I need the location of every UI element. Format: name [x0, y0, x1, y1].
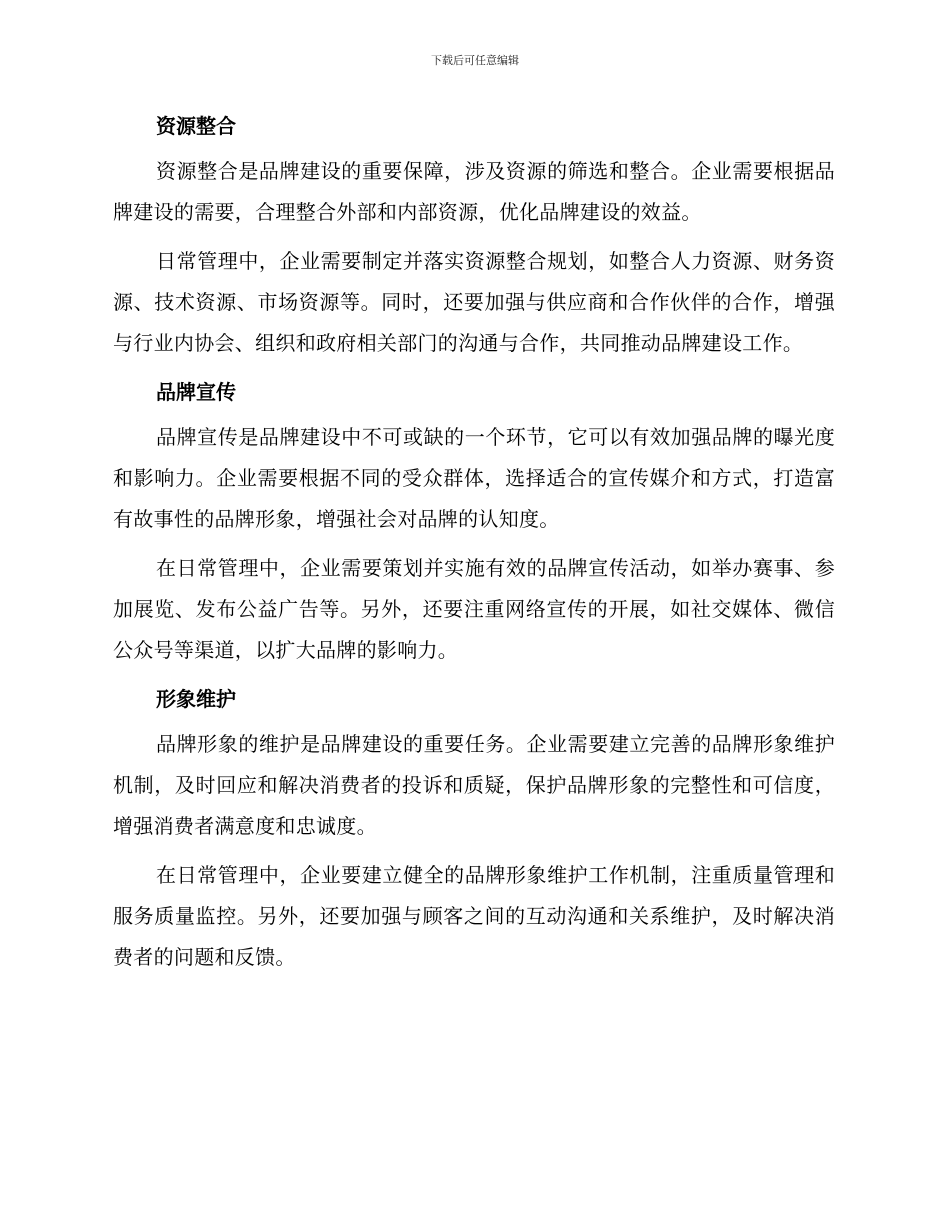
paragraph: 在日常管理中，企业需要策划并实施有效的品牌宣传活动，如举办赛事、参加展览、发布公益广告等。另外，还要注重网络宣传的开展，如社交媒体、微信公众号等渠道，以扩大品牌的影响力。 [113, 556, 835, 662]
page-header: 下载后可任意编辑 [431, 54, 519, 67]
section-resource-integration [113, 110, 835, 364]
paragraph: 日常管理中，企业需要制定并落实资源整合规划，如整合人力资源、财务资源、技术资源、市场资源等。同时，还要加强与供应商和合作伙伴的合作，增强与行业内协会、组织和政府相关部门的沟通与合作，共同推动品牌建设工作。 [113, 249, 835, 355]
section-heading: 品牌宣传 [156, 380, 236, 404]
paragraph: 在日常管理中，企业要建立健全的品牌形象维护工作机制，注重质量管理和服务质量监控。另外，还要加强与顾客之间的互动沟通和关系维护，及时解决消费者的问题和反馈。 [113, 863, 835, 969]
section-image-maintenance [113, 683, 835, 978]
paragraph: 品牌宣传是品牌建设中不可或缺的一个环节，它可以有效加强品牌的曝光度和影响力。企业需要根据不同的受众群体，选择适合的宣传媒介和方式，打造富有故事性的品牌形象，增强社会对品牌的认知度。 [113, 425, 835, 531]
document-body [113, 110, 835, 978]
section-brand-promotion [113, 376, 835, 671]
section-heading: 资源整合 [156, 114, 236, 138]
paragraph: 品牌形象的维护是品牌建设的重要任务。企业需要建立完善的品牌形象维护机制，及时回应和解决消费者的投诉和质疑，保护品牌形象的完整性和可信度，增强消费者满意度和忠诚度。 [113, 732, 835, 838]
paragraph: 资源整合是品牌建设的重要保障，涉及资源的筛选和整合。企业需要根据品牌建设的需要，合理整合外部和内部资源，优化品牌建设的效益。 [113, 159, 835, 224]
section-heading: 形象维护 [156, 687, 236, 711]
